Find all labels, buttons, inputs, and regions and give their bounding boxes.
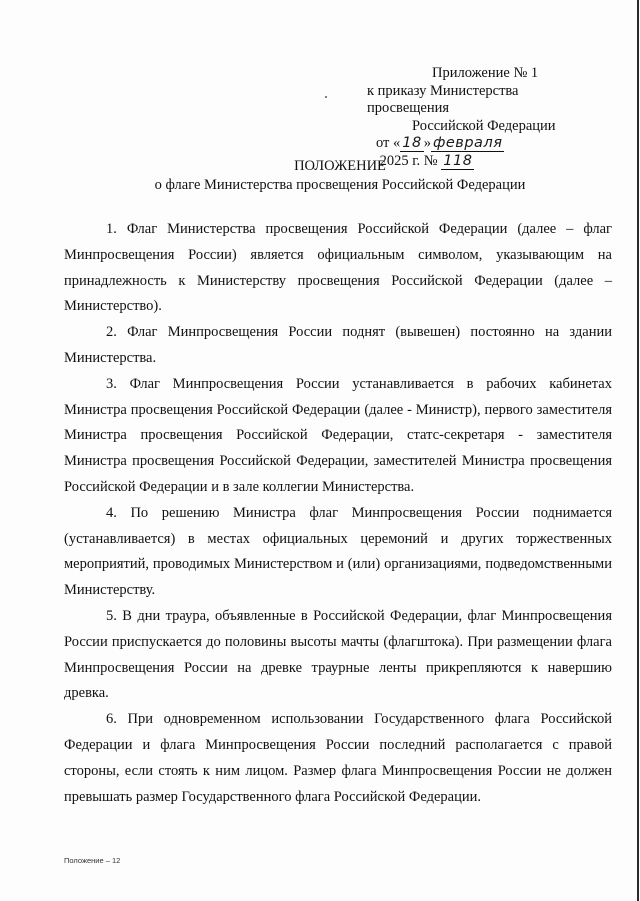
date-prefix: от « [376,135,401,151]
paragraph-6: 6. При одновременном использовании Государственного флага Российской Федерации и флага Минпросвещения России последний располагается с правой стороны, если стоять к ним лицом. Размер флага Минпросвещения России не должен превышать размер Государственного флага Российской Федерации. [64,711,612,805]
paragraph-4: 4. По решению Министра флаг Минпросвещения России поднимается (устанавливается) в местах официальных церемоний и других торжественных мероприятий, проводимых Министерством и (или) организациями, подведомственными Министерству. [64,504,612,599]
handwritten-month: февраля [432,135,503,151]
scan-edge-line [637,0,639,901]
appendix-block [300,65,600,170]
paragraph-1: 1. Флаг Министерства просвещения Российской Федерации (далее – флаг Минпросвещения России) является официальным символом, указывающим на принадлежность к Министерству просвещения Российской Федерации (далее – Министерство). [64,221,612,315]
paragraph-5: 5. В дни траура, объявленные в Российской Федерации, флаг Минпросвещения России приспускается до половины высоты мачты (флагштока). При размещении флага Минпросвещения России на древке траурные ленты прикрепляются к навершию древка. [64,607,612,702]
appendix-number: Приложение № 1 [432,65,539,81]
date-mid: » [423,135,431,151]
document-title [0,157,640,195]
appendix-order-ref: к приказу Министерства просвещения [367,82,519,116]
handwritten-order-number: 118 [443,152,473,169]
paragraph-3: 3. Флаг Минпросвещения России устанавливается в рабочих кабинетах Министра просвещения Российской Федерации (далее - Министр), первого заместителя Министра просвещения Российской Федерации, статс-секретаря - заместителя Министра просвещения Российской Федерации, заместителей Министра просвещения Российской Федерации и в зале коллегии Министерства. [64,375,612,495]
document-body [64,217,612,810]
appendix-country: Российской Федерации [412,117,556,134]
title-heading: ПОЛОЖЕНИЕ [294,158,386,174]
title-subheading: о флаге Министерства просвещения Российской Федерации [154,177,526,193]
paragraph-2: 2. Флаг Минпросвещения России поднят (вывешен) постоянно на здании Министерства. [64,324,612,366]
handwritten-day: 18 [402,135,422,151]
date-year: 2025 г. № [376,152,442,169]
page-footer: Положение – 12 [64,856,121,865]
